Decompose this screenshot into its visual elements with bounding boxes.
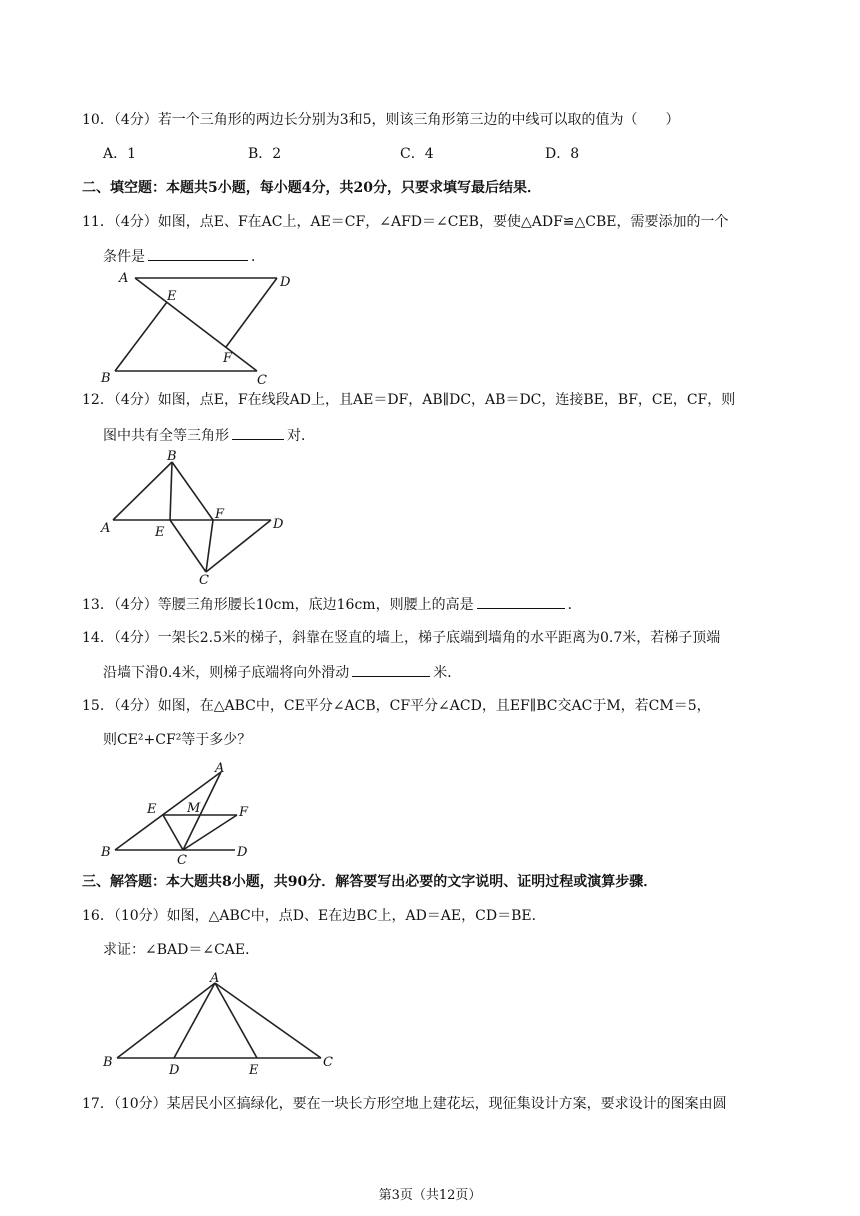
q11-label-d: D	[280, 275, 291, 290]
q17-line1: 17．（10分）某居民小区搞绿化，要在一块长方形空地上建花坛，现征集设计方案，要求设计的图案由圆	[82, 1096, 727, 1112]
q11-line2	[103, 246, 265, 267]
q12-line2-text: 图中共有全等三角形	[103, 428, 229, 444]
q13-text: 13．（4分）等腰三角形腰长10cm，底边16cm，则腰上的高是	[82, 597, 474, 613]
q12-line2-end: 对．	[287, 428, 315, 444]
q15-label-a: A	[215, 761, 225, 776]
q11-figure	[95, 270, 315, 390]
q13-end: ．	[567, 597, 582, 613]
section2-heading: 二、填空题：本题共5小题，每小题4分，共20分，只要求填写最后结果．	[82, 180, 541, 196]
q16-label-a: A	[210, 971, 220, 986]
q15-figure	[95, 760, 315, 870]
q11-label-a: A	[119, 271, 129, 286]
q10-stem: 10．（4分）若一个三角形的两边长分别为3和5，则该三角形第三边的中线可以取的值为（ ）	[82, 112, 680, 128]
q11-label-c: C	[257, 373, 267, 388]
q11-label-f: F	[223, 351, 233, 366]
q11-label-b: B	[101, 371, 111, 386]
q10-option-d: D．8	[545, 146, 580, 162]
q15-label-b: B	[101, 845, 111, 860]
q11-label-e: E	[167, 289, 177, 304]
q12-label-f: F	[215, 507, 225, 522]
q14-line2-end: 米．	[433, 665, 462, 681]
q10-option-a: A．1	[103, 146, 137, 162]
q12-line2	[103, 425, 315, 446]
q11-line2-text: 条件是	[103, 249, 145, 265]
q15-label-m: M	[187, 801, 201, 816]
q13-answer-blank[interactable]	[477, 594, 565, 609]
q11-line1: 11．（4分）如图，点E、F在AC上，AE＝CF，∠AFD＝∠CEB，要使△ADF≌△CBE，需要添加的一个	[82, 214, 729, 230]
q15-label-f: F	[239, 805, 249, 820]
q16-label-d: D	[169, 1063, 180, 1078]
q14-line1: 14．（4分）一架长2.5米的梯子，斜靠在竖直的墙上，梯子底端到墙角的水平距离为0.7米，若梯子顶端	[82, 630, 721, 646]
q16-line2: 求证：∠BAD＝∠CAE．	[103, 942, 260, 958]
q15-label-d: D	[237, 845, 248, 860]
q16-label-e: E	[249, 1063, 259, 1078]
page-footer: 第3页（共12页）	[378, 1188, 482, 1203]
q11-answer-blank[interactable]	[148, 246, 248, 261]
q14-line2-text: 沿墙下滑0.4米，则梯子底端将向外滑动	[103, 665, 350, 681]
q15-line1: 15．（4分）如图，在△ABC中，CE平分∠ACB，CF平分∠ACD，且EF∥BC交AC于M，若CM＝5，	[82, 698, 711, 714]
q10-option-b: B．2	[248, 146, 282, 162]
section3-heading: 三、解答题：本大题共8小题，共90分．解答要写出必要的文字说明、证明过程或演算步骤．	[82, 874, 658, 890]
q12-answer-blank[interactable]	[232, 425, 284, 440]
q16-label-b: B	[103, 1055, 113, 1070]
q16-line1: 16．（10分）如图，△ABC中，点D、E在边BC上，AD＝AE，CD＝BE．	[82, 908, 546, 924]
q15-line2: 则CE²+CF²等于多少？	[103, 732, 252, 748]
q15-label-e: E	[147, 802, 157, 817]
q12-figure	[95, 450, 315, 590]
q13-line1	[82, 594, 582, 615]
q12-line1: 12．（4分）如图，点E，F在线段AD上，且AE＝DF，AB∥DC，AB＝DC，连接BE，BF，CE，CF，则	[82, 392, 736, 408]
q12-label-c: C	[199, 573, 209, 588]
q14-line2	[103, 662, 461, 683]
q15-label-c: C	[177, 853, 187, 868]
q16-figure	[95, 968, 345, 1078]
q12-label-e: E	[155, 525, 165, 540]
q12-label-b: B	[167, 449, 177, 464]
q10-option-c: C．4	[400, 146, 434, 162]
q12-label-a: A	[101, 521, 111, 536]
q11-line2-end: ．	[251, 249, 265, 265]
q12-label-d: D	[273, 517, 284, 532]
q14-answer-blank[interactable]	[352, 662, 430, 677]
q16-label-c: C	[323, 1055, 333, 1070]
